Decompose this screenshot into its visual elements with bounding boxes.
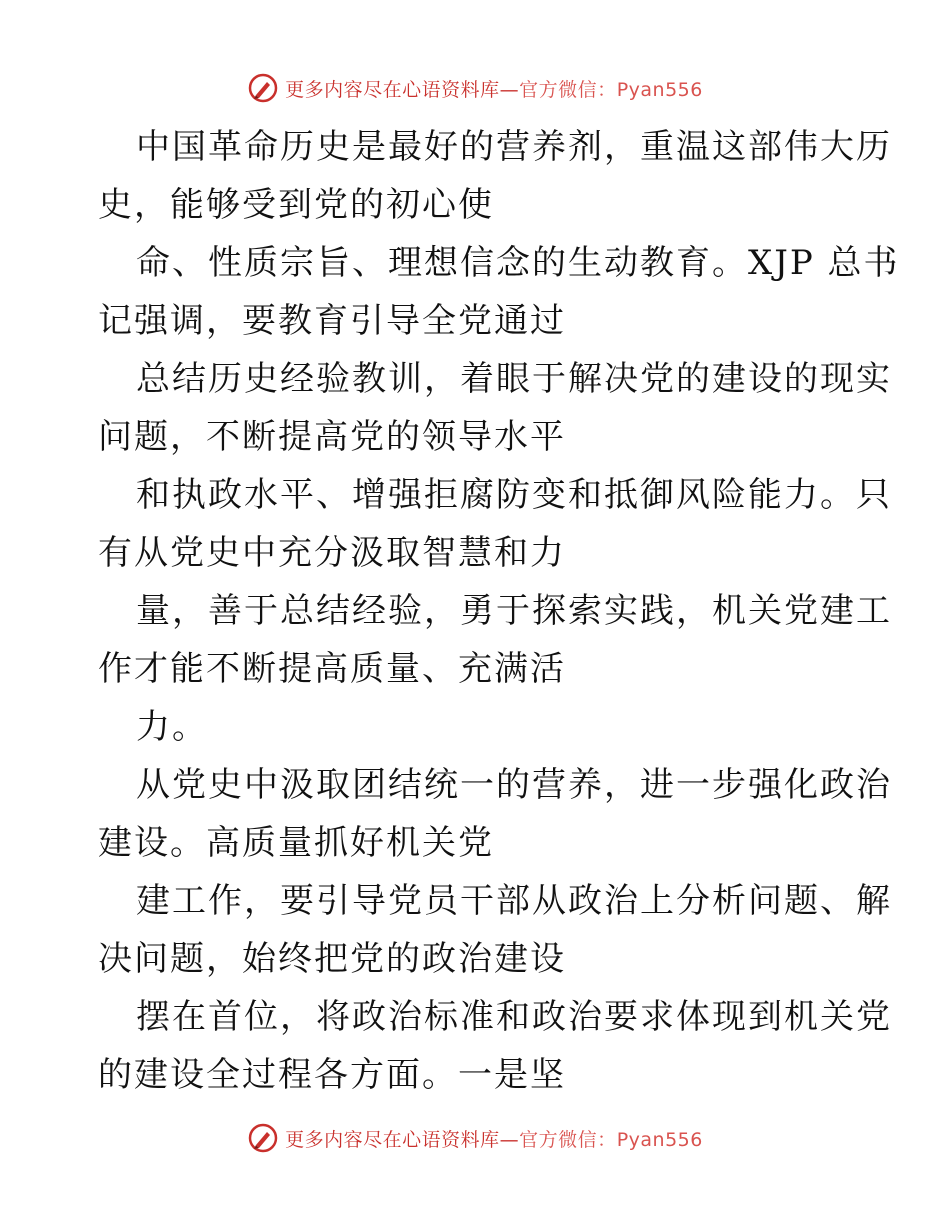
watermark-site: 更多内容尽在心语资料库: [285, 78, 500, 101]
watermark-separator: —: [499, 78, 520, 101]
header-watermark: [0, 68, 950, 108]
watermark-site: 更多内容尽在心语资料库: [285, 1128, 500, 1151]
text-line: 摆在首位，将政治标准和政治要求体现到机关党: [136, 997, 892, 1037]
footer-watermark: [0, 1118, 950, 1158]
text-line: 从党史中汲取团结统一的营养，进一步强化政治: [136, 765, 892, 805]
text-line: 中国革命历史是最好的营养剂，重温这部伟大历: [136, 127, 892, 167]
text-line: 量，善于总结经验，勇于探索实践，机关党建工: [136, 591, 892, 631]
text-line: 命、性质宗旨、理想信念的生动教育。XJP 总书: [136, 243, 900, 283]
pen-logo-icon: [247, 1122, 279, 1154]
text-line: 和执政水平、增强拒腐防变和抵御风险能力。只: [136, 475, 892, 515]
text-line: 的建设全过程各方面。一是坚: [98, 1055, 566, 1095]
text-line: 决问题，始终把党的政治建设: [98, 939, 566, 979]
document-body: [98, 118, 900, 1104]
watermark-wechat-id: Pyan556: [616, 78, 703, 101]
watermark-wechat-label: 官方微信：: [519, 78, 617, 101]
pen-logo-icon: [247, 72, 279, 104]
text-line: 总结历史经验教训，着眼于解决党的建设的现实: [136, 359, 892, 399]
watermark-text: [285, 75, 703, 102]
watermark-wechat-label: 官方微信：: [519, 1128, 617, 1151]
text-line: 力。: [136, 707, 208, 747]
watermark-wechat-id: Pyan556: [616, 1128, 703, 1151]
text-line: 史，能够受到党的初心使: [98, 185, 494, 225]
text-line: 记强调，要教育引导全党通过: [98, 301, 566, 341]
text-line: 作才能不断提高质量、充满活: [98, 649, 566, 689]
text-line: 有从党史中充分汲取智慧和力: [98, 533, 566, 573]
watermark-text: [285, 1125, 703, 1152]
text-line: 问题，不断提高党的领导水平: [98, 417, 566, 457]
watermark-separator: —: [499, 1128, 520, 1151]
text-line: 建工作，要引导党员干部从政治上分析问题、解: [136, 881, 892, 921]
text-line: 建设。高质量抓好机关党: [98, 823, 494, 863]
